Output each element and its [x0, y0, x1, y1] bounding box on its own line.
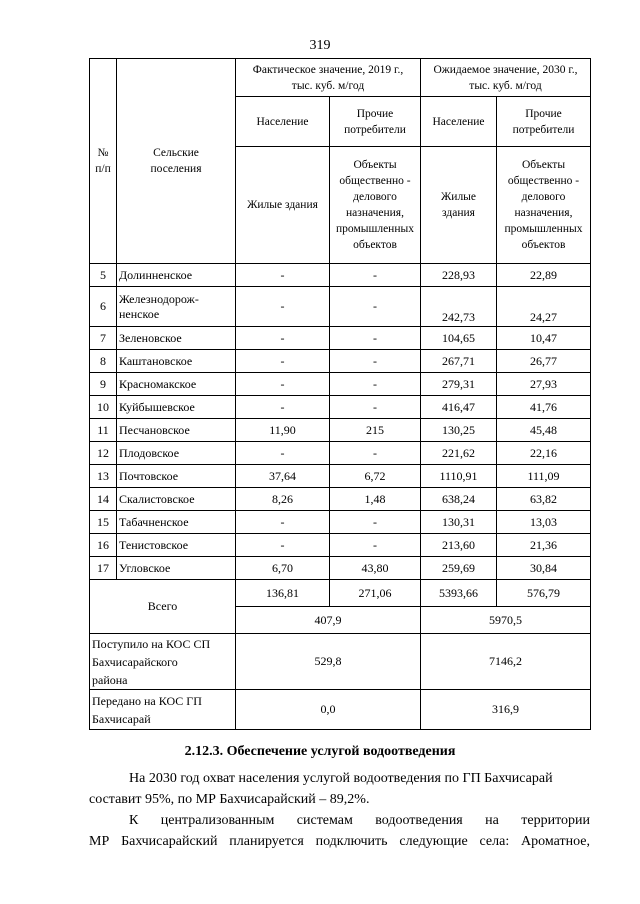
actual-other: -: [330, 287, 421, 327]
row-number: 16: [90, 534, 117, 557]
expected-other: 22,89: [497, 264, 591, 287]
total-actual-sum: 407,9: [236, 607, 421, 634]
expected-population: 267,71: [421, 350, 497, 373]
total-label: Всего: [90, 580, 236, 634]
row-number: 6: [90, 287, 117, 327]
actual-other: -: [330, 327, 421, 350]
total-expected-sum: 5970,5: [421, 607, 591, 634]
header-residential-actual: Жилые здания: [236, 147, 330, 264]
table-header: [90, 59, 591, 264]
actual-population: -: [236, 442, 330, 465]
expected-other: 24,27: [497, 287, 591, 327]
table-row: [90, 350, 591, 373]
actual-population: 6,70: [236, 557, 330, 580]
actual-other: -: [330, 442, 421, 465]
header-residential-expected: Жилые здания: [421, 147, 497, 264]
table-row: [90, 557, 591, 580]
expected-other: 21,36: [497, 534, 591, 557]
expected-other: 13,03: [497, 511, 591, 534]
settlement-name: Песчановское: [117, 419, 236, 442]
transferred-actual: 0,0: [236, 690, 421, 730]
header-public-expected: Объекты общественно - делового назначения, промышленных объектов: [497, 147, 591, 264]
actual-other: 6,72: [330, 465, 421, 488]
expected-other: 30,84: [497, 557, 591, 580]
water-disposal-table: [89, 58, 591, 730]
expected-other: 45,48: [497, 419, 591, 442]
header-expected-2030: Ожидаемое значение, 2030 г., тыс. куб. м/год: [421, 59, 591, 97]
settlement-name: Куйбышевское: [117, 396, 236, 419]
header-other-expected: Прочие потребители: [497, 97, 591, 147]
total-actual-population: 136,81: [236, 580, 330, 607]
expected-population: 130,31: [421, 511, 497, 534]
settlement-name: Красномакское: [117, 373, 236, 396]
header-actual-2019: Фактическое значение, 2019 г., тыс. куб. м/год: [236, 59, 421, 97]
actual-population: 8,26: [236, 488, 330, 511]
expected-population: 130,25: [421, 419, 497, 442]
header-row-number: № п/п: [90, 59, 117, 264]
actual-population: 37,64: [236, 465, 330, 488]
actual-population: 11,90: [236, 419, 330, 442]
row-number: 17: [90, 557, 117, 580]
actual-other: -: [330, 511, 421, 534]
transferred-label: Передано на КОС ГП Бахчисарай: [90, 690, 236, 730]
row-number: 7: [90, 327, 117, 350]
expected-population: 221,62: [421, 442, 497, 465]
table-body: [90, 264, 591, 580]
table-summary: [90, 580, 591, 730]
table-row: [90, 264, 591, 287]
actual-other: -: [330, 396, 421, 419]
row-number: 13: [90, 465, 117, 488]
total-expected-other: 576,79: [497, 580, 591, 607]
actual-population: -: [236, 534, 330, 557]
actual-other: -: [330, 534, 421, 557]
expected-other: 27,93: [497, 373, 591, 396]
header-population-actual: Население: [236, 97, 330, 147]
row-number: 14: [90, 488, 117, 511]
actual-other: 215: [330, 419, 421, 442]
header-public-actual: Объекты общественно - делового назначения, промышленных объектов: [330, 147, 421, 264]
received-label: Поступило на КОС СП Бахчисарайского района: [90, 634, 236, 690]
actual-other: 43,80: [330, 557, 421, 580]
paragraph-coverage-line1: На 2030 год охват населения услугой водоотведения по ГП Бахчисарай: [129, 771, 553, 786]
expected-other: 26,77: [497, 350, 591, 373]
table-row: [90, 396, 591, 419]
expected-population: 416,47: [421, 396, 497, 419]
total-expected-population: 5393,66: [421, 580, 497, 607]
received-actual: 529,8: [236, 634, 421, 690]
row-number: 15: [90, 511, 117, 534]
actual-population: -: [236, 396, 330, 419]
header-population-expected: Население: [421, 97, 497, 147]
table-row: [90, 488, 591, 511]
received-expected: 7146,2: [421, 634, 591, 690]
table-row: [90, 287, 591, 327]
header-other-actual: Прочие потребители: [330, 97, 421, 147]
paragraph-connection-line2: МР Бахчисарайский планируется подключить следующие села: Ароматное,: [89, 834, 590, 849]
expected-other: 10,47: [497, 327, 591, 350]
table-row: [90, 327, 591, 350]
section-heading: 2.12.3. Обеспечение услугой водоотведения: [184, 744, 456, 759]
page-number: 319: [309, 38, 331, 53]
settlement-name: Плодовское: [117, 442, 236, 465]
actual-population: -: [236, 350, 330, 373]
table-row: [90, 465, 591, 488]
settlement-name: Тенистовское: [117, 534, 236, 557]
actual-population: -: [236, 327, 330, 350]
paragraph-coverage-line2: составит 95%, по МР Бахчисарайский – 89,2%.: [89, 792, 370, 807]
expected-population: 213,60: [421, 534, 497, 557]
row-number: 10: [90, 396, 117, 419]
row-number: 12: [90, 442, 117, 465]
transferred-expected: 316,9: [421, 690, 591, 730]
actual-other: -: [330, 264, 421, 287]
table-row: [90, 511, 591, 534]
expected-population: 1110,91: [421, 465, 497, 488]
paragraph-connection-line1: К централизованным системам водоотведения на территории: [129, 813, 590, 828]
settlement-name: Долинненское: [117, 264, 236, 287]
header-settlement: Сельские поселения: [117, 59, 236, 264]
actual-other: -: [330, 373, 421, 396]
settlement-name: Угловское: [117, 557, 236, 580]
row-number: 9: [90, 373, 117, 396]
expected-other: 41,76: [497, 396, 591, 419]
expected-population: 104,65: [421, 327, 497, 350]
expected-population: 242,73: [421, 287, 497, 327]
expected-other: 63,82: [497, 488, 591, 511]
expected-population: 228,93: [421, 264, 497, 287]
actual-population: -: [236, 264, 330, 287]
row-number: 5: [90, 264, 117, 287]
expected-population: 259,69: [421, 557, 497, 580]
expected-population: 638,24: [421, 488, 497, 511]
settlement-name: Каштановское: [117, 350, 236, 373]
total-actual-other: 271,06: [330, 580, 421, 607]
actual-population: -: [236, 511, 330, 534]
settlement-name: Почтовское: [117, 465, 236, 488]
settlement-name: Железнодорож- ненское: [117, 287, 236, 327]
expected-other: 22,16: [497, 442, 591, 465]
table-row: [90, 534, 591, 557]
row-number: 8: [90, 350, 117, 373]
actual-other: 1,48: [330, 488, 421, 511]
settlement-name: Зеленовское: [117, 327, 236, 350]
expected-other: 111,09: [497, 465, 591, 488]
expected-population: 279,31: [421, 373, 497, 396]
settlement-name: Табачненское: [117, 511, 236, 534]
table-row: [90, 442, 591, 465]
settlement-name: Скалистовское: [117, 488, 236, 511]
table-row: [90, 373, 591, 396]
table-row: [90, 419, 591, 442]
actual-population: -: [236, 287, 330, 327]
row-number: 11: [90, 419, 117, 442]
actual-population: -: [236, 373, 330, 396]
actual-other: -: [330, 350, 421, 373]
